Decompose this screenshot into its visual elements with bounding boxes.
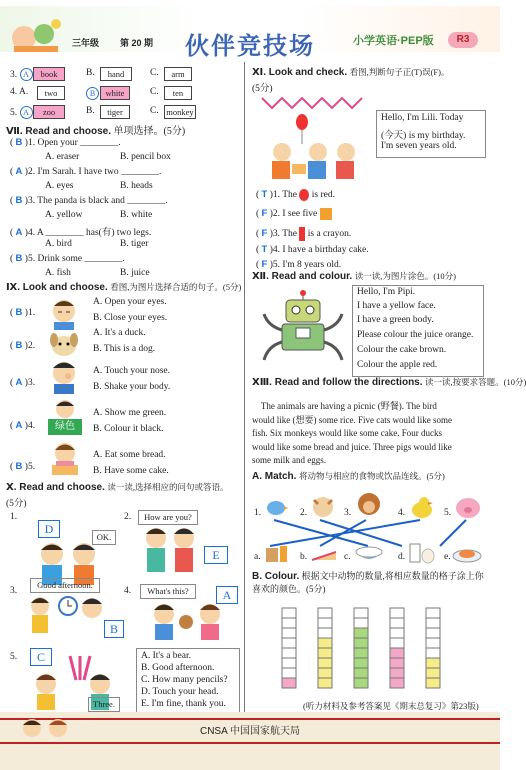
s10-option-c: C. How many pencils? <box>141 675 228 685</box>
issue-label: 第 20 期 <box>120 38 154 48</box>
s10-panel1-bubble: OK. <box>92 530 116 545</box>
grid-cell-monkey-2 <box>354 668 368 678</box>
section-9-instructions: 看图,为图片选择合适的句子。(5分) <box>110 282 242 292</box>
colour-grid <box>276 606 436 702</box>
s7-q5: ( B )5. Drink some ________. <box>10 253 125 264</box>
q3-b-label: B. <box>86 68 95 78</box>
q3-option-a: book <box>33 67 65 81</box>
s9-q3-b: B. Shake your body. <box>93 382 171 392</box>
grid-cell-duck-6 <box>390 628 404 638</box>
s10-option-e: E. I'm fine, thank you. <box>141 699 226 709</box>
fish-plate-icon <box>452 542 482 564</box>
passage-line-1: The animals are having a picnic (野餐). The bird <box>252 401 437 411</box>
pipi-line-2: I have a yellow face. <box>357 301 436 311</box>
section-7-title: Ⅶ. Read and choose. <box>6 126 111 137</box>
grid-cell-pig-5 <box>426 638 440 648</box>
grid-cell-cat-1 <box>318 678 332 688</box>
q4-option-a: two <box>37 86 65 100</box>
section-10-heading <box>6 481 228 493</box>
grid-cell-monkey-6 <box>354 628 368 638</box>
s7-q3-b: B. white <box>120 210 153 220</box>
part-b-title: B. Colour. <box>252 571 300 582</box>
s10-panel3-answer: B <box>104 620 124 638</box>
grid-cell-monkey-8 <box>354 608 368 618</box>
food-b-label: b. <box>300 552 308 562</box>
q4-c-label: C. <box>150 87 159 97</box>
s9-q2-a: A. It's a duck. <box>93 328 146 338</box>
lili-speech-line-3: I'm seven years old. <box>381 141 457 151</box>
s9-q1-a: A. Open your eyes. <box>93 297 167 307</box>
kids-with-bear-icon <box>150 600 224 640</box>
q3-answer-mark: A <box>20 68 33 81</box>
grid-cell-duck-3 <box>390 658 404 668</box>
edition-badge: R3 <box>448 32 478 48</box>
s7-q3: ( B )3. The panda is black and ________. <box>10 195 168 206</box>
animal-4-label: 4. <box>398 508 406 518</box>
part-a-heading <box>252 470 445 482</box>
section-11-instructions: 看图,判断句子正(T)误(F)。 <box>349 67 450 77</box>
q5-c-label: C. <box>150 106 159 116</box>
section-13-passage <box>252 400 452 468</box>
s10-panel2-number: 2. <box>124 512 132 522</box>
s10-panel1-answer: D <box>38 520 60 538</box>
q3-row <box>10 68 33 81</box>
grid-cell-pig-7 <box>426 618 440 628</box>
grid-cell-pig-6 <box>426 628 440 638</box>
bread-and-juice-icon <box>264 542 290 564</box>
bird-icon <box>264 496 288 518</box>
q4-row: 4. A. <box>10 87 29 97</box>
passage-line-4: would like some bread and juice. Three pigs would like <box>252 441 452 452</box>
monkey-icon <box>354 490 384 520</box>
rice-bowl-icon <box>354 542 384 564</box>
s10-options-box <box>136 648 240 716</box>
s9-q3-a: A. Touch your nose. <box>93 366 170 376</box>
grid-cell-duck-4 <box>390 648 404 658</box>
green-sign: 绿色 <box>48 419 82 435</box>
s7-q4-a: A. bird <box>45 239 72 249</box>
q3-option-c: arm <box>164 67 192 81</box>
s9-q3: ( A )3. <box>10 377 36 388</box>
sleeping-boy-icon <box>46 296 82 330</box>
section-13-instructions: 读一读,按要求答题。(10分) <box>425 377 526 387</box>
robot-pipi-icon <box>258 290 348 366</box>
pipi-line-1: Hello, I'm Pipi. <box>357 287 416 297</box>
grid-cell-duck-7 <box>390 618 404 628</box>
lili-speech-line-2: (今天) is my birthday. <box>381 131 466 141</box>
grid-cell-cat-7 <box>318 618 332 628</box>
s10-panel4-number: 4. <box>124 586 132 596</box>
grid-cell-bird-6 <box>282 628 296 638</box>
section-13-heading <box>252 376 526 388</box>
s10-option-b: B. Good afternoon. <box>141 663 215 673</box>
grid-cell-pig-4 <box>426 648 440 658</box>
pipi-line-5: Colour the cake brown. <box>357 345 447 355</box>
section-12-title: Ⅻ. Read and colour. <box>252 271 353 282</box>
grid-cell-cat-6 <box>318 628 332 638</box>
q5-option-c: monkey <box>164 105 196 119</box>
s7-q2-b: B. heads <box>120 181 153 191</box>
s10-panel3-number: 3. <box>10 586 18 596</box>
section-12-heading <box>252 270 456 282</box>
s10-panel3-bubble: Good afternoon. <box>30 578 100 593</box>
answer-source-note: (听力材料及参考答案见《期末总复习》第23版) <box>303 701 479 711</box>
s9-q1-b: B. Close your eyes. <box>93 313 168 323</box>
grid-cell-duck-5 <box>390 638 404 648</box>
gift-icon <box>320 208 332 220</box>
q5-row: 5. A <box>10 106 33 119</box>
s11-q2: ( F )2. I see five <box>256 208 332 220</box>
s10-panel4-bubble: What's this? <box>140 584 196 599</box>
s10-option-a: A. It's a bear. <box>141 651 191 661</box>
passage-line-2: would like (想要) some rice. Five cats would like some <box>252 414 452 425</box>
grid-cell-bird-5 <box>282 638 296 648</box>
s9-q1: ( B )1. <box>10 307 36 318</box>
pipi-speech-box <box>352 285 484 377</box>
lili-speech-box <box>376 110 486 158</box>
s10-panel5-answer: C <box>30 648 52 666</box>
grid-cell-cat-2 <box>318 668 332 678</box>
q3-number: 3. <box>10 70 18 80</box>
s10-panel5-number: 5. <box>10 652 18 662</box>
teacher-and-student-icon <box>26 594 106 634</box>
grid-cell-duck-1 <box>390 678 404 688</box>
birthday-party-icon <box>262 94 374 180</box>
pipi-line-4: Please colour the juice orange. <box>357 330 474 340</box>
grade-label: 三年级 <box>72 38 100 48</box>
cat-icon <box>310 494 336 520</box>
s10-panel2-bubble: How are you? <box>138 510 198 525</box>
q5-option-b: tiger <box>100 105 130 119</box>
s7-q4: ( A )4. A ________ has(有) two legs. <box>10 227 152 238</box>
s7-q1-a: A. eraser <box>45 152 80 162</box>
subject-label: 小学英语·PEP版 <box>353 35 434 47</box>
passage-line-3: fish. Six monkeys would like some cake. Four ducks <box>252 428 442 438</box>
page-header <box>0 0 500 58</box>
s9-q5-a: A. Eat some bread. <box>93 450 166 460</box>
grid-cell-pig-1 <box>426 678 440 688</box>
s11-q5: ( F )5. I'm 8 years old. <box>256 259 342 270</box>
page-title: 伙伴竞技场 <box>185 33 315 60</box>
s10-panel2-answer: E <box>204 546 228 564</box>
grid-cell-monkey-1 <box>354 678 368 688</box>
column-divider <box>244 62 245 712</box>
s7-q4-b: B. tiger <box>120 239 149 249</box>
s7-q1-b: B. pencil box <box>120 152 171 162</box>
q4-b-label <box>86 87 99 100</box>
duck-icon <box>410 494 434 520</box>
balloon-icon <box>299 189 309 201</box>
grid-cell-monkey-3 <box>354 658 368 668</box>
milk-and-eggs-icon <box>408 542 438 564</box>
s11-q1: ( T )1. The is red. <box>256 189 335 201</box>
part-a-title: A. Match. <box>252 471 297 482</box>
grid-cell-duck-8 <box>390 608 404 618</box>
part-b-instructions: 根据文中动物的数量,将相应数量的格子涂上你喜欢的颜色。(5分) <box>252 571 484 594</box>
s9-q5: ( B )5. <box>10 461 36 472</box>
dog-icon <box>46 326 82 360</box>
animal-5-label: 5. <box>444 508 452 518</box>
part-b-heading <box>252 570 488 596</box>
pipi-line-3: I have a green body. <box>357 315 434 325</box>
q4-answer-mark: B <box>86 87 99 100</box>
pipi-line-6: Colour the apple red. <box>357 360 438 370</box>
grid-cell-bird-2 <box>282 668 296 678</box>
s9-q4: ( A )4. <box>10 420 36 431</box>
section-10-title: Ⅹ. Read and choose. <box>6 482 105 493</box>
food-e-label: e. <box>444 552 451 562</box>
s11-q4: ( T )4. I have a birthday cake. <box>256 244 369 255</box>
boy-touching-nose-icon <box>46 358 82 394</box>
candle-icon <box>299 227 305 241</box>
s7-q2: ( A )2. I'm Sarah. I have two ________. <box>10 166 162 177</box>
s9-q2: ( B )2. <box>10 340 36 351</box>
grid-cell-bird-1 <box>282 678 296 688</box>
q3-c-label: C. <box>150 68 159 78</box>
s9-q4-b: B. Colour it black. <box>93 424 164 434</box>
grid-cell-cat-4 <box>318 648 332 658</box>
part-a-instructions: 将动物与相应的食物或饮品连线。(5分) <box>298 471 445 481</box>
food-a-label: a. <box>254 552 261 562</box>
s9-q5-b: B. Have some cake. <box>93 466 169 476</box>
s10-panel4-answer: A <box>216 586 238 604</box>
animal-2-label: 2. <box>300 508 308 518</box>
section-11-heading <box>252 66 450 78</box>
section-11-score: (5分) <box>252 84 273 94</box>
grid-cell-monkey-7 <box>354 618 368 628</box>
grid-cell-bird-7 <box>282 618 296 628</box>
boy-and-girl-icon <box>140 524 200 586</box>
grid-cell-bird-4 <box>282 648 296 658</box>
boy-holding-sign-icon <box>48 398 82 420</box>
grid-cell-cat-8 <box>318 608 332 618</box>
grid-cell-bird-8 <box>282 608 296 618</box>
section-7-instructions: 单项选择。(5分) <box>113 126 186 137</box>
section-13-title: ⅩⅢ. Read and follow the directions. <box>252 377 423 388</box>
girl-with-cake-icon <box>46 441 84 477</box>
s7-q5-a: A. fish <box>45 268 71 278</box>
header-illustration-icon <box>4 10 66 54</box>
grid-cell-cat-3 <box>318 658 332 668</box>
q3-option-b: hand <box>100 67 132 81</box>
s7-q5-b: B. juice <box>120 268 150 278</box>
s11-q3: ( F )3. The is a crayon. <box>256 228 352 240</box>
grid-cell-duck-2 <box>390 668 404 678</box>
q5-b-label: B. <box>86 106 95 116</box>
grid-cell-monkey-5 <box>354 638 368 648</box>
section-9-heading <box>6 281 241 293</box>
s10-panel1-number: 1. <box>10 512 18 522</box>
section-10-instructions: 读一读,选择相应的问句或答语。 <box>107 482 229 492</box>
grid-cell-monkey-4 <box>354 648 368 658</box>
section-7-heading <box>6 122 185 137</box>
passage-line-5: some milk and eggs. <box>252 455 326 465</box>
grid-cell-pig-3 <box>426 658 440 668</box>
s7-q2-a: A. eyes <box>45 181 74 191</box>
cake-icon <box>310 542 338 564</box>
s7-q3-a: A. yellow <box>45 210 83 220</box>
section-10-score: (5分) <box>6 499 27 509</box>
grid-cell-pig-8 <box>426 608 440 618</box>
q5-answer-mark: A <box>20 106 33 119</box>
s7-q1: ( B )1. Open your ________. <box>10 137 121 148</box>
section-11-title: Ⅺ. Look and check. <box>252 67 348 78</box>
footer-text: CNSA 中国国家航天局 <box>199 726 300 737</box>
q4-option-b: white <box>100 86 130 100</box>
q4-option-c: ten <box>164 86 192 100</box>
animal-3-label: 3. <box>344 508 352 518</box>
s9-q2-b: B. This is a dog. <box>93 344 156 354</box>
grid-cell-cat-5 <box>318 638 332 648</box>
animal-1-label: 1. <box>254 508 262 518</box>
grid-cell-pig-2 <box>426 668 440 678</box>
q5-option-a: zoo <box>33 105 65 119</box>
section-12-instructions: 读一读,为图片涂色。(10分) <box>354 271 456 281</box>
pig-icon <box>454 494 482 520</box>
food-c-label: c. <box>344 552 351 562</box>
s9-q4-a: A. Show me green. <box>93 408 167 418</box>
lili-speech-line-1: Hello, I'm Lili. Today <box>381 113 464 123</box>
food-d-label: d. <box>398 552 406 562</box>
s10-option-d: D. Touch your head. <box>141 687 219 697</box>
section-9-title: Ⅸ. Look and choose. <box>6 282 108 293</box>
grid-cell-bird-3 <box>282 658 296 668</box>
s10-panel5-bubble: Three. <box>88 697 120 712</box>
